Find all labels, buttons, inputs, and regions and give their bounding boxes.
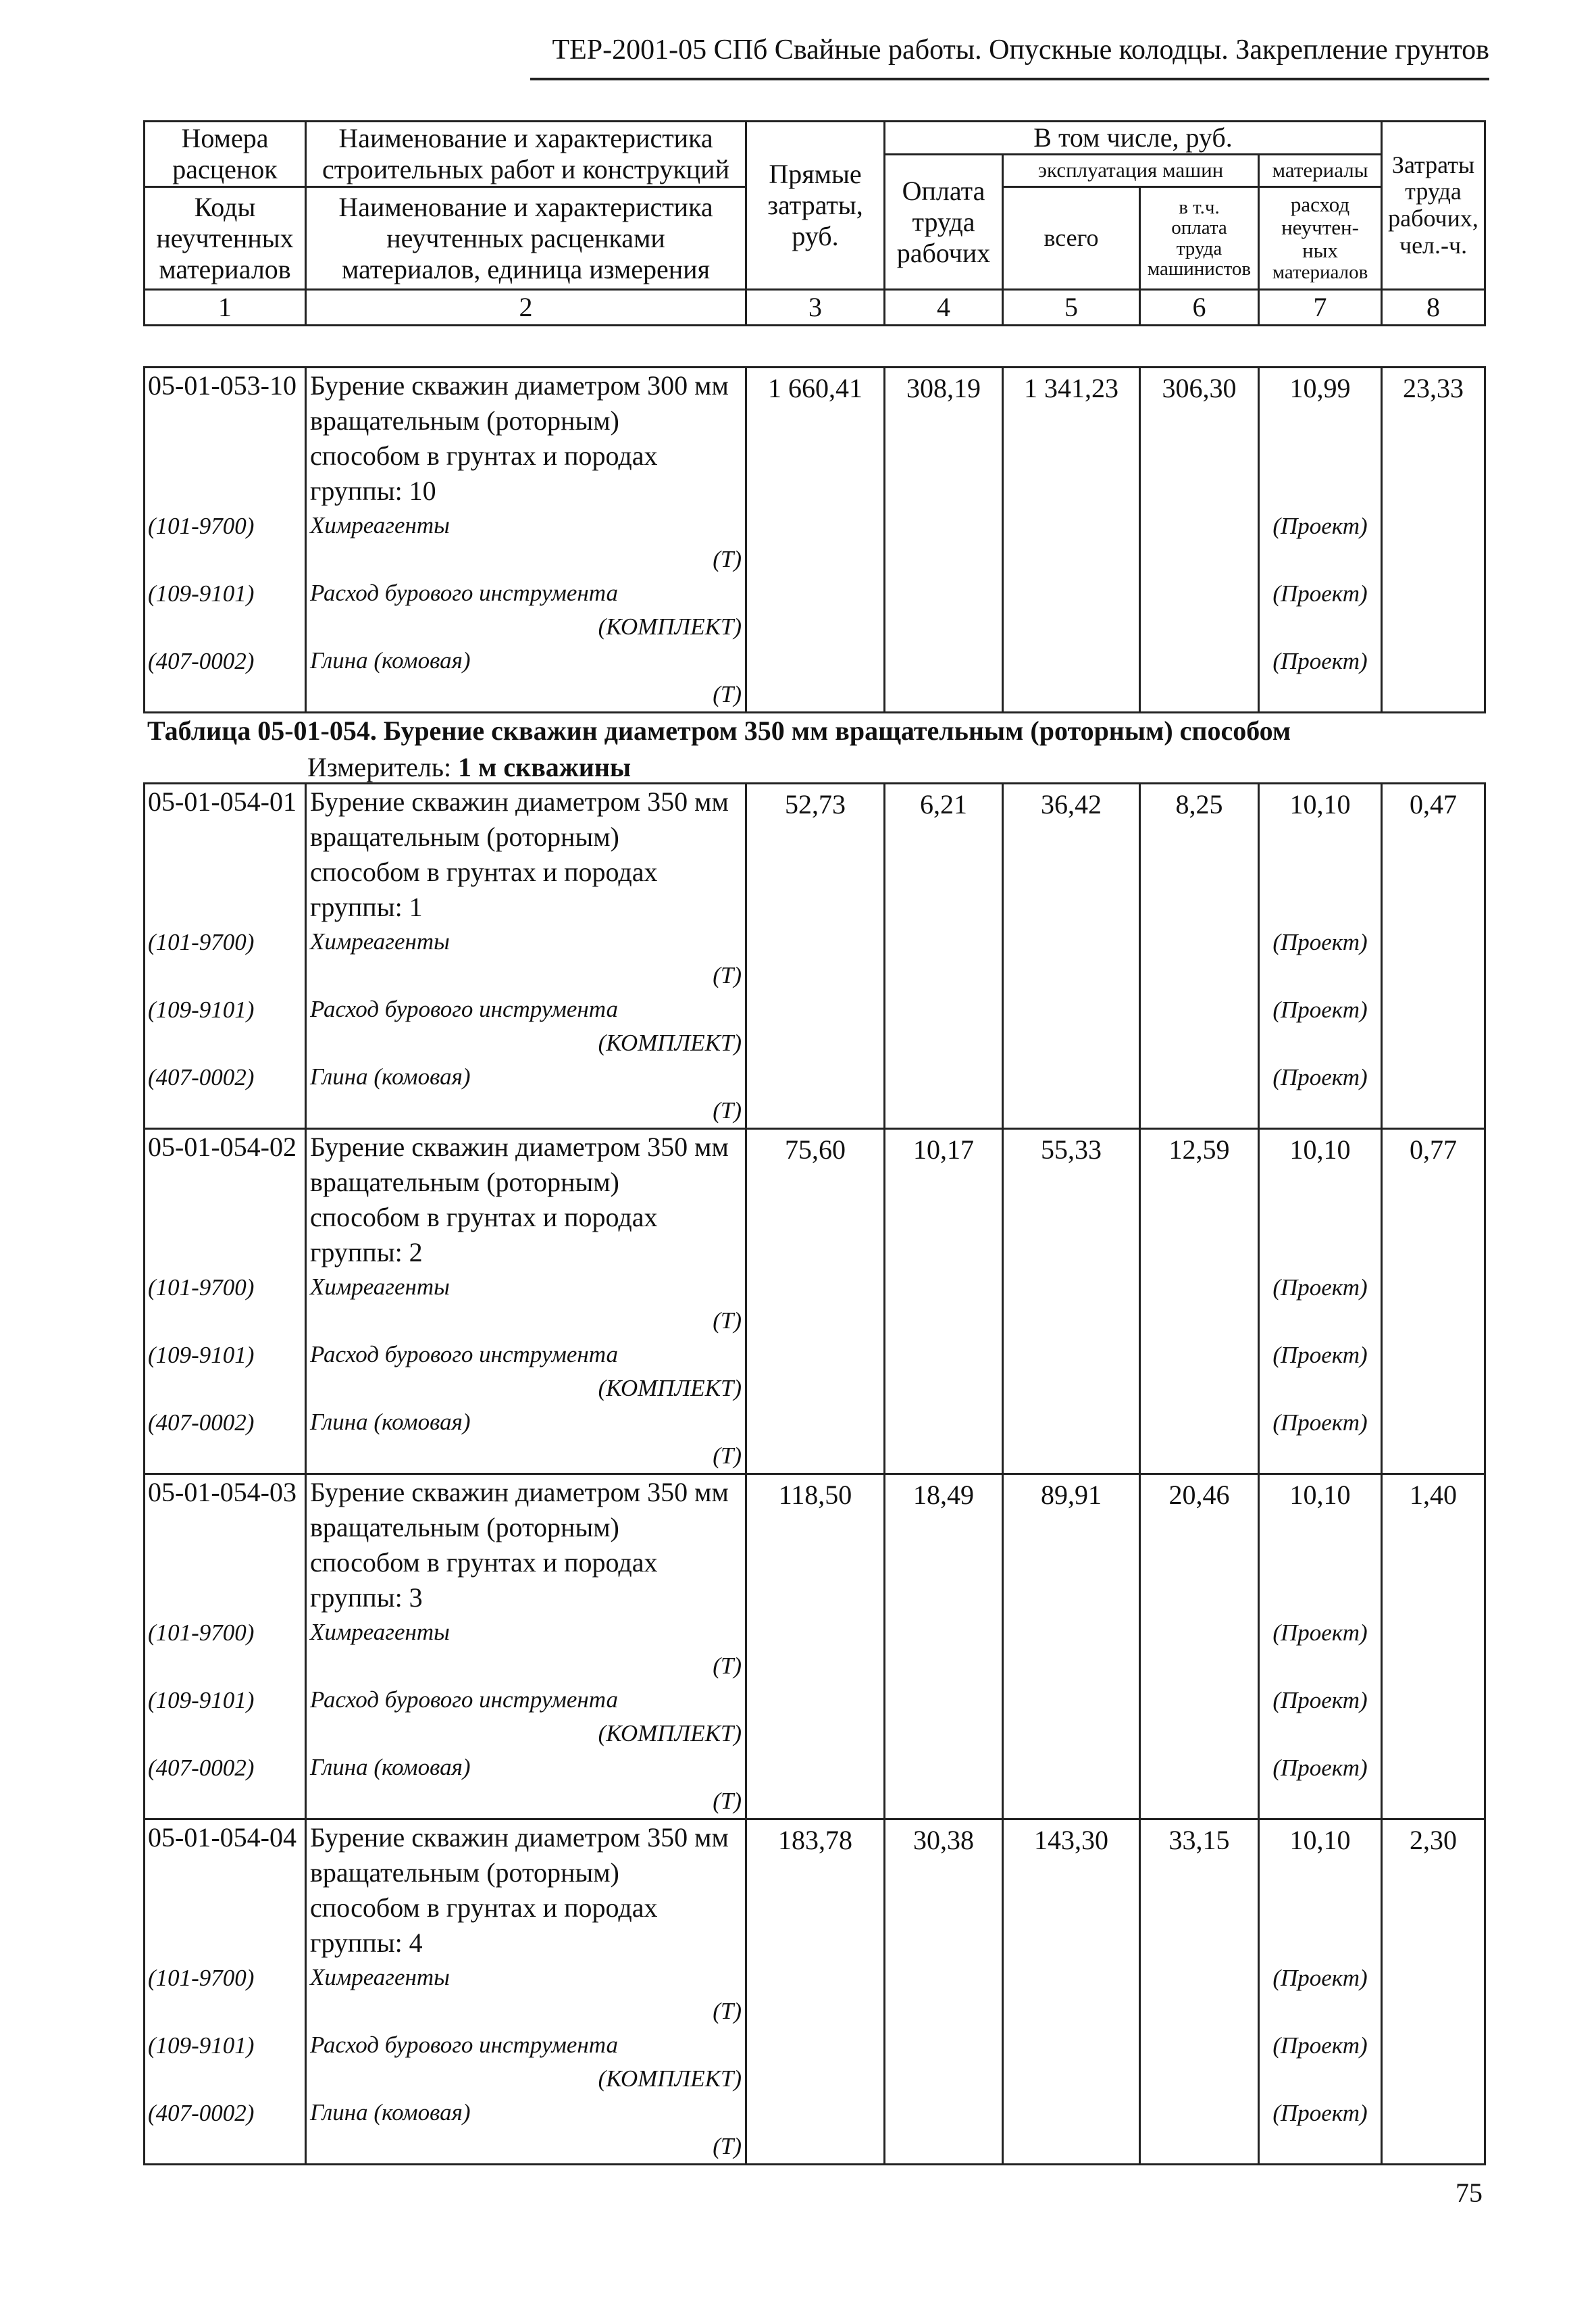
table-title: Таблица 05-01-054. Бурение скважин диаметром 350 мм вращательным (роторным) способом [147,715,1291,746]
page-number: 75 [1456,2178,1483,2208]
direct-cost: 52,73 [746,784,885,1129]
machinists-pay: 306,30 [1140,368,1259,713]
col2-header-top: Наименование и характеристика строительных работ и конструкций [306,122,746,187]
col1-header-bottom: Коды неучтенных материалов [145,187,306,290]
table-row [145,784,1485,1129]
labor-pay: 30,38 [885,1819,1003,2165]
labor-pay: 308,19 [885,368,1003,713]
materials-cell: 10,99 (Проект) (Проект) (Проект) [1259,368,1382,713]
direct-cost: 183,78 [746,1819,885,2165]
col-number: 5 [1003,290,1140,326]
materials-cell: 10,10 (Проект) (Проект) (Проект) [1259,784,1382,1129]
col1-header-top: Номера расценок [145,122,306,187]
incl-header: В том числе, руб. [885,122,1382,155]
measure-line: Измеритель: 1 м скважины [307,752,632,782]
col-number: 1 [145,290,306,326]
table-header [143,120,1486,326]
labor-hours: 0,77 [1382,1129,1485,1474]
code-cell: 05-01-054-04 (101-9700) (109-9101) (407-0002) [145,1819,306,2165]
table-054 [143,782,1486,2165]
labor-pay: 18,49 [885,1474,1003,1819]
header-rule [530,78,1489,80]
table-row [145,1474,1485,1819]
machinists-pay: 33,15 [1140,1819,1259,2165]
labor-hours: 23,33 [1382,368,1485,713]
table-053-block [143,366,1486,713]
labor-hours: 0,47 [1382,784,1485,1129]
labor-hours: 1,40 [1382,1474,1485,1819]
direct-cost: 118,50 [746,1474,885,1819]
code-cell: 05-01-053-10 (101-9700) (109-9101) (407-0002) [145,368,306,713]
col-number: 4 [885,290,1003,326]
col7-header: расход неучтен- ных материалов [1259,187,1382,290]
col2-header-bottom: Наименование и характеристика неучтенных расценками материалов, единица измерения [306,187,746,290]
code-cell: 05-01-054-03 (101-9700) (109-9101) (407-0002) [145,1474,306,1819]
machines-total: 36,42 [1003,784,1140,1129]
col4-header: Оплата труда рабочих [885,155,1003,290]
machines-total: 89,91 [1003,1474,1140,1819]
name-cell: Бурение скважин диаметром 350 мм вращательным (роторным) способом в грунтах и породах группы: 4 Химреагенты (Т) Расход бурового инструмента (КОМПЛЕКТ) Глина (комовая) (Т) [306,1819,746,2165]
col6-header: в т.ч. оплата труда машинистов [1140,187,1259,290]
machines-total: 55,33 [1003,1129,1140,1474]
table-row [145,1129,1485,1474]
materials-cell: 10,10 (Проект) (Проект) (Проект) [1259,1819,1382,2165]
page-header: ТЕР-2001-05 СПб Свайные работы. Опускные колодцы. Закрепление грунтов [552,34,1489,66]
materials-cell: 10,10 (Проект) (Проект) (Проект) [1259,1474,1382,1819]
machinists-pay: 20,46 [1140,1474,1259,1819]
col-number: 3 [746,290,885,326]
col-number: 6 [1140,290,1259,326]
code-cell: 05-01-054-02 (101-9700) (109-9101) (407-0002) [145,1129,306,1474]
direct-cost: 1 660,41 [746,368,885,713]
machines-header: эксплуатация машин [1003,155,1259,187]
labor-hours: 2,30 [1382,1819,1485,2165]
col5-header: всего [1003,187,1140,290]
code-cell: 05-01-054-01 (101-9700) (109-9101) (407-0002) [145,784,306,1129]
col-number: 2 [306,290,746,326]
machines-total: 143,30 [1003,1819,1140,2165]
table-row [145,1819,1485,2165]
col-number: 7 [1259,290,1382,326]
materials-cell: 10,10 (Проект) (Проект) (Проект) [1259,1129,1382,1474]
machinists-pay: 12,59 [1140,1129,1259,1474]
machines-total: 1 341,23 [1003,368,1140,713]
col8-header: Затраты труда рабочих, чел.-ч. [1382,122,1485,290]
labor-pay: 6,21 [885,784,1003,1129]
table-row [145,368,1485,713]
name-cell: Бурение скважин диаметром 350 мм вращательным (роторным) способом в грунтах и породах группы: 2 Химреагенты (Т) Расход бурового инструмента (КОМПЛЕКТ) Глина (комовая) (Т) [306,1129,746,1474]
labor-pay: 10,17 [885,1129,1003,1474]
machinists-pay: 8,25 [1140,784,1259,1129]
col-number: 8 [1382,290,1485,326]
name-cell: Бурение скважин диаметром 300 мм вращательным (роторным) способом в грунтах и породах группы: 10 Химреагенты (Т) Расход бурового инструмента (КОМПЛЕКТ) Глина (комовая) (Т) [306,368,746,713]
name-cell: Бурение скважин диаметром 350 мм вращательным (роторным) способом в грунтах и породах группы: 3 Химреагенты (Т) Расход бурового инструмента (КОМПЛЕКТ) Глина (комовая) (Т) [306,1474,746,1819]
col3-header: Прямые затраты, руб. [746,122,885,290]
name-cell: Бурение скважин диаметром 350 мм вращательным (роторным) способом в грунтах и породах группы: 1 Химреагенты (Т) Расход бурового инструмента (КОМПЛЕКТ) Глина (комовая) (Т) [306,784,746,1129]
materials-header: материалы [1259,155,1382,187]
direct-cost: 75,60 [746,1129,885,1474]
